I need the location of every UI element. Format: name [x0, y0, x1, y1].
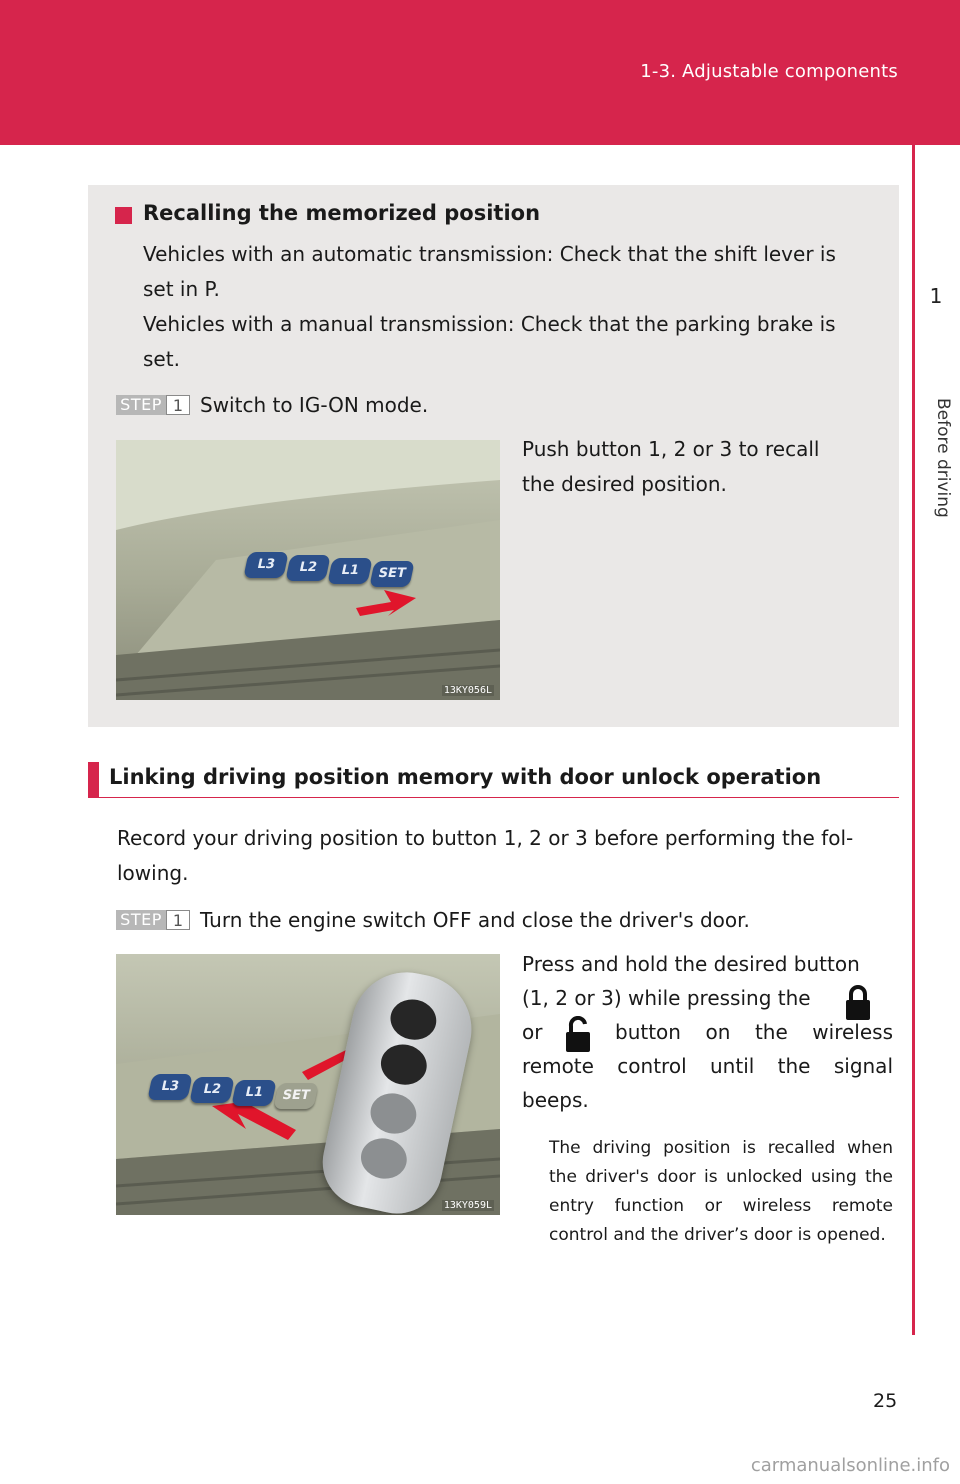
photo-code: 13KY056L: [443, 685, 492, 696]
photo-code: 13KY059L: [443, 1200, 492, 1211]
linking-step-2-line-2-text: (1, 2 or 3) while pressing the: [522, 986, 811, 1010]
memory-button-l2: L2: [285, 555, 331, 581]
linking-intro-line-2: lowing.: [117, 861, 189, 885]
recall-heading: Recalling the memorized position: [143, 201, 541, 225]
memory-button-l1: L1: [231, 1080, 277, 1106]
chapter-tab: [912, 145, 960, 1335]
recall-step-1-text: Switch to IG-ON mode.: [200, 393, 429, 417]
seat-memory-buttons-photo: [116, 440, 500, 700]
step-number: 1: [166, 395, 190, 415]
recall-step-2-text-line-1: Push button 1, 2 or 3 to recall: [522, 437, 820, 461]
page-number: 25: [873, 1390, 898, 1412]
memory-button-set: SET: [273, 1083, 319, 1109]
linking-step-2-line-1: Press and hold the desired button: [522, 952, 860, 976]
linking-step-2-line-4: remote control until the signal: [522, 1054, 893, 1078]
wireless-remote-photo: [116, 954, 500, 1215]
recall-line-2: set in P.: [143, 277, 220, 301]
memory-button-l1: L1: [327, 558, 373, 584]
linking-step-1-text: Turn the engine switch OFF and close the driver's door.: [200, 908, 750, 932]
step-number: 1: [166, 910, 190, 930]
recall-step-2-text-line-2: the desired position.: [522, 472, 727, 496]
linking-step-2-line-2: [522, 981, 811, 1016]
unlock-button-icon: [377, 1040, 430, 1089]
memory-button-set: SET: [369, 561, 415, 587]
linking-step-2-line-3b: button on the wireless: [615, 1020, 893, 1044]
memory-button-l2: L2: [189, 1077, 235, 1103]
panic-button-icon: [357, 1134, 410, 1183]
memory-button-l3: L3: [147, 1074, 193, 1100]
linking-step-2-line-3a: or: [522, 1020, 543, 1044]
linking-intro-line-1: Record your driving position to button 1, 2 or 3 before performing the fol-: [117, 826, 854, 850]
linking-step-1-badge: [116, 910, 190, 930]
linking-note: The driving position is recalled when the driver's door is unlocked using the entry function or wireless remote control and the driver’s door is opened.: [549, 1138, 893, 1245]
lock-button-icon: [387, 995, 440, 1044]
chapter-label: Before driving: [933, 398, 953, 518]
memory-button-l3: L3: [243, 552, 289, 578]
recall-line-4: set.: [143, 347, 180, 371]
square-bullet-icon: [115, 207, 132, 224]
watermark: carmanualsonline.info: [750, 1455, 950, 1476]
recall-step-1-badge: [116, 395, 190, 415]
heading-accent: [88, 762, 99, 797]
linking-heading: Linking driving position memory with door unlock operation: [109, 765, 822, 789]
step-label: STEP: [116, 910, 166, 930]
step-label: STEP: [116, 395, 166, 415]
chapter-number: 1: [929, 284, 943, 308]
trunk-button-icon: [367, 1089, 420, 1138]
recall-line-1: Vehicles with an automatic transmission: Check that the shift lever is: [143, 242, 836, 266]
recall-line-3: Vehicles with a manual transmission: Check that the parking brake is: [143, 312, 836, 336]
linking-step-2-line-5: beeps.: [522, 1088, 589, 1112]
section-title: 1-3. Adjustable components: [640, 61, 898, 82]
